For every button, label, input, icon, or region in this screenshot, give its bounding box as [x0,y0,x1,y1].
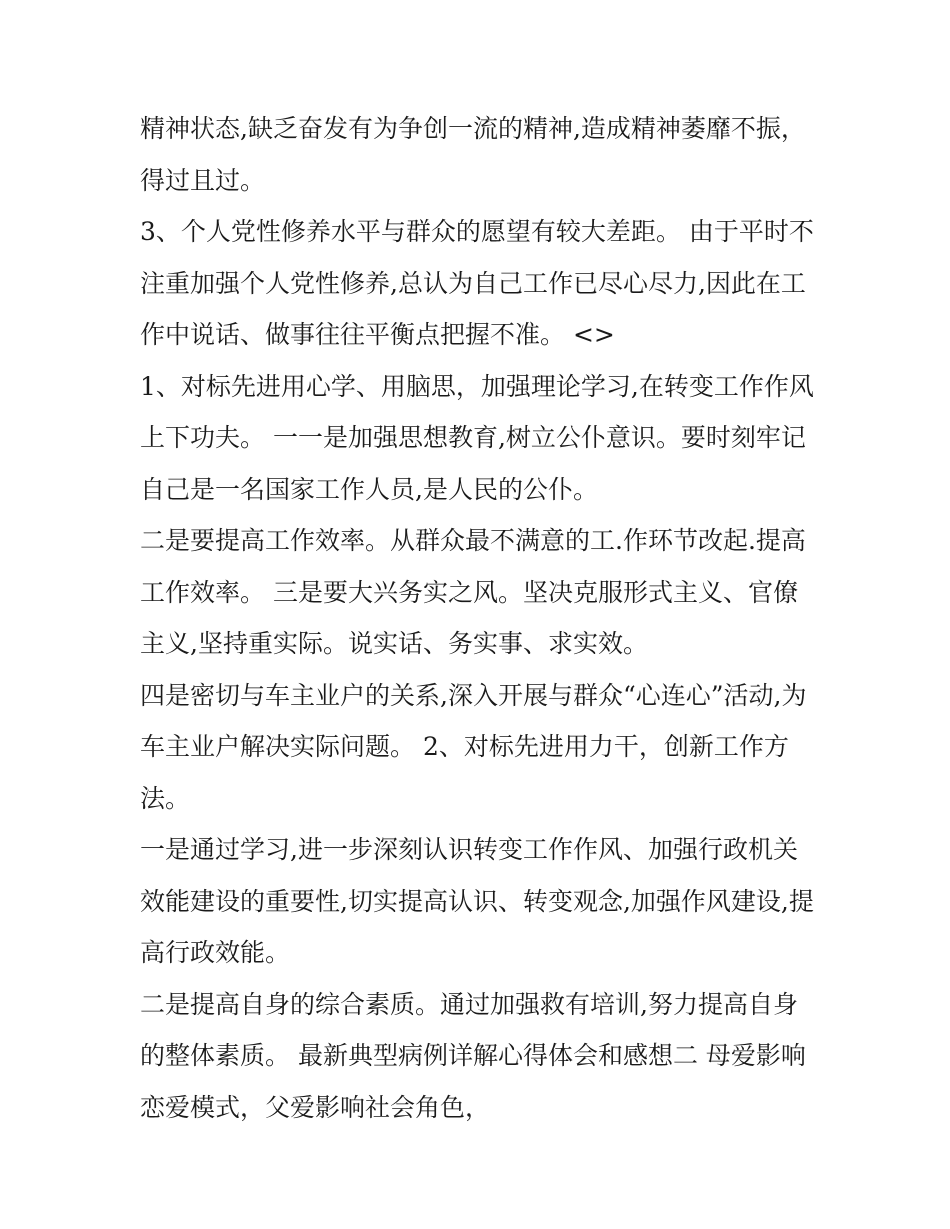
text-line-4: 注重加强个人党性修养,总认为自己工作已尽心尽力,因此在工 [140,268,806,298]
text-line-13: 车主业户解决实际问题。 2、对标先进用力干，创新工作方 [140,732,789,761]
text-line-10: 工作效率。 三是要大兴务实之风。坚决克服形式主义、官僚 [140,577,798,607]
text-line-19: 的整体素质。 最新典型病例详解心得体会和感想二 母爱影响 [140,1041,806,1070]
text-line-9: 二是要提高工作效率。从群众最不满意的工.作环节改起.提高 [140,526,806,555]
text-line-1: 精神状态,缺乏奋发有为争创一流的精神,造成精神萎靡不振， [140,114,806,143]
text-line-17: 高行政效能。 [140,938,291,967]
document-text-body [140,103,820,1133]
text-line-2: 得过且过。 [140,165,266,195]
text-line-3: 3、个人党性修养水平与群众的愿望有较大差距。 由于平时不 [140,217,814,246]
text-line-16: 效能建设的重要性,切实提高认识、转变观念,加强作风建设,提 [140,886,814,916]
text-line-14: 法。 [140,783,191,813]
text-line-6: 1、对标先进用心学、用脑思，加强理论学习,在转变工作作风 [140,371,814,401]
text-line-11: 主义,坚持重实际。说实话、务实事、求实效。 [140,629,648,658]
text-line-15: 一是通过学习,进一步深刻认识转变工作作风、加强行政机关 [140,835,798,864]
text-line-12: 四是密切与车主业户的关系,深入开展与群众“心连心”活动,为 [140,680,807,710]
text-line-8: 自己是一名国家工作人员,是人民的公仆。 [140,474,598,504]
text-line-20: 恋爱模式，父爱影响社会角色， [140,1092,491,1122]
text-line-18: 二是提高自身的综合素质。通过加强救有培训,努力提高自身 [140,989,798,1019]
text-line-5: 作中说话、做事往往平衡点把握不准。 <> [140,320,615,349]
text-line-7: 上下功夫。 一一是加强思想教育,树立公仆意识。要时刻牢记 [140,423,806,452]
